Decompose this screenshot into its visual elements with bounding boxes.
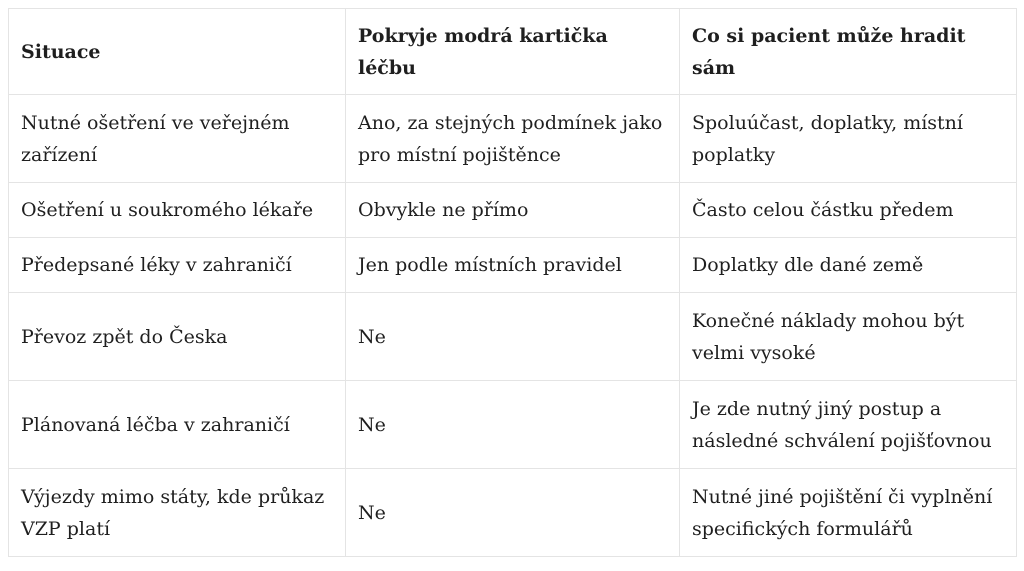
table-row (9, 238, 1017, 293)
cell-situation: Předepsané léky v zahraničí (9, 238, 346, 293)
header-situation: Situace (9, 9, 346, 95)
header-patient-pays: Co si pacient může hradit sám (680, 9, 1017, 95)
cell-coverage: Ano, za stejných podmínek jako pro místní pojištěnce (346, 95, 680, 183)
cell-coverage: Ne (346, 293, 680, 381)
header-row (9, 9, 1017, 95)
cell-patient-pays: Často celou částku předem (680, 183, 1017, 238)
table-row (9, 293, 1017, 381)
cell-coverage: Jen podle místních pravidel (346, 238, 680, 293)
table-row (9, 95, 1017, 183)
cell-coverage: Ne (346, 381, 680, 469)
header-blue-card-coverage: Pokryje modrá kartička léčbu (346, 9, 680, 95)
coverage-table (8, 8, 1017, 557)
table-row (9, 381, 1017, 469)
cell-situation: Výjezdy mimo státy, kde průkaz VZP platí (9, 469, 346, 557)
cell-situation: Nutné ošetření ve veřejném zařízení (9, 95, 346, 183)
cell-patient-pays: Doplatky dle dané země (680, 238, 1017, 293)
table-row (9, 183, 1017, 238)
table-row (9, 469, 1017, 557)
coverage-table-container (8, 8, 1016, 557)
cell-situation: Ošetření u soukromého lékaře (9, 183, 346, 238)
cell-patient-pays: Spoluúčast, doplatky, místní poplatky (680, 95, 1017, 183)
cell-patient-pays: Konečné náklady mohou být velmi vysoké (680, 293, 1017, 381)
table-header (9, 9, 1017, 95)
cell-patient-pays: Je zde nutný jiný postup a následné schválení pojišťovnou (680, 381, 1017, 469)
cell-coverage: Obvykle ne přímo (346, 183, 680, 238)
table-body (9, 95, 1017, 557)
cell-patient-pays: Nutné jiné pojištění či vyplnění specifických formulářů (680, 469, 1017, 557)
cell-situation: Převoz zpět do Česka (9, 293, 346, 381)
cell-situation: Plánovaná léčba v zahraničí (9, 381, 346, 469)
cell-coverage: Ne (346, 469, 680, 557)
